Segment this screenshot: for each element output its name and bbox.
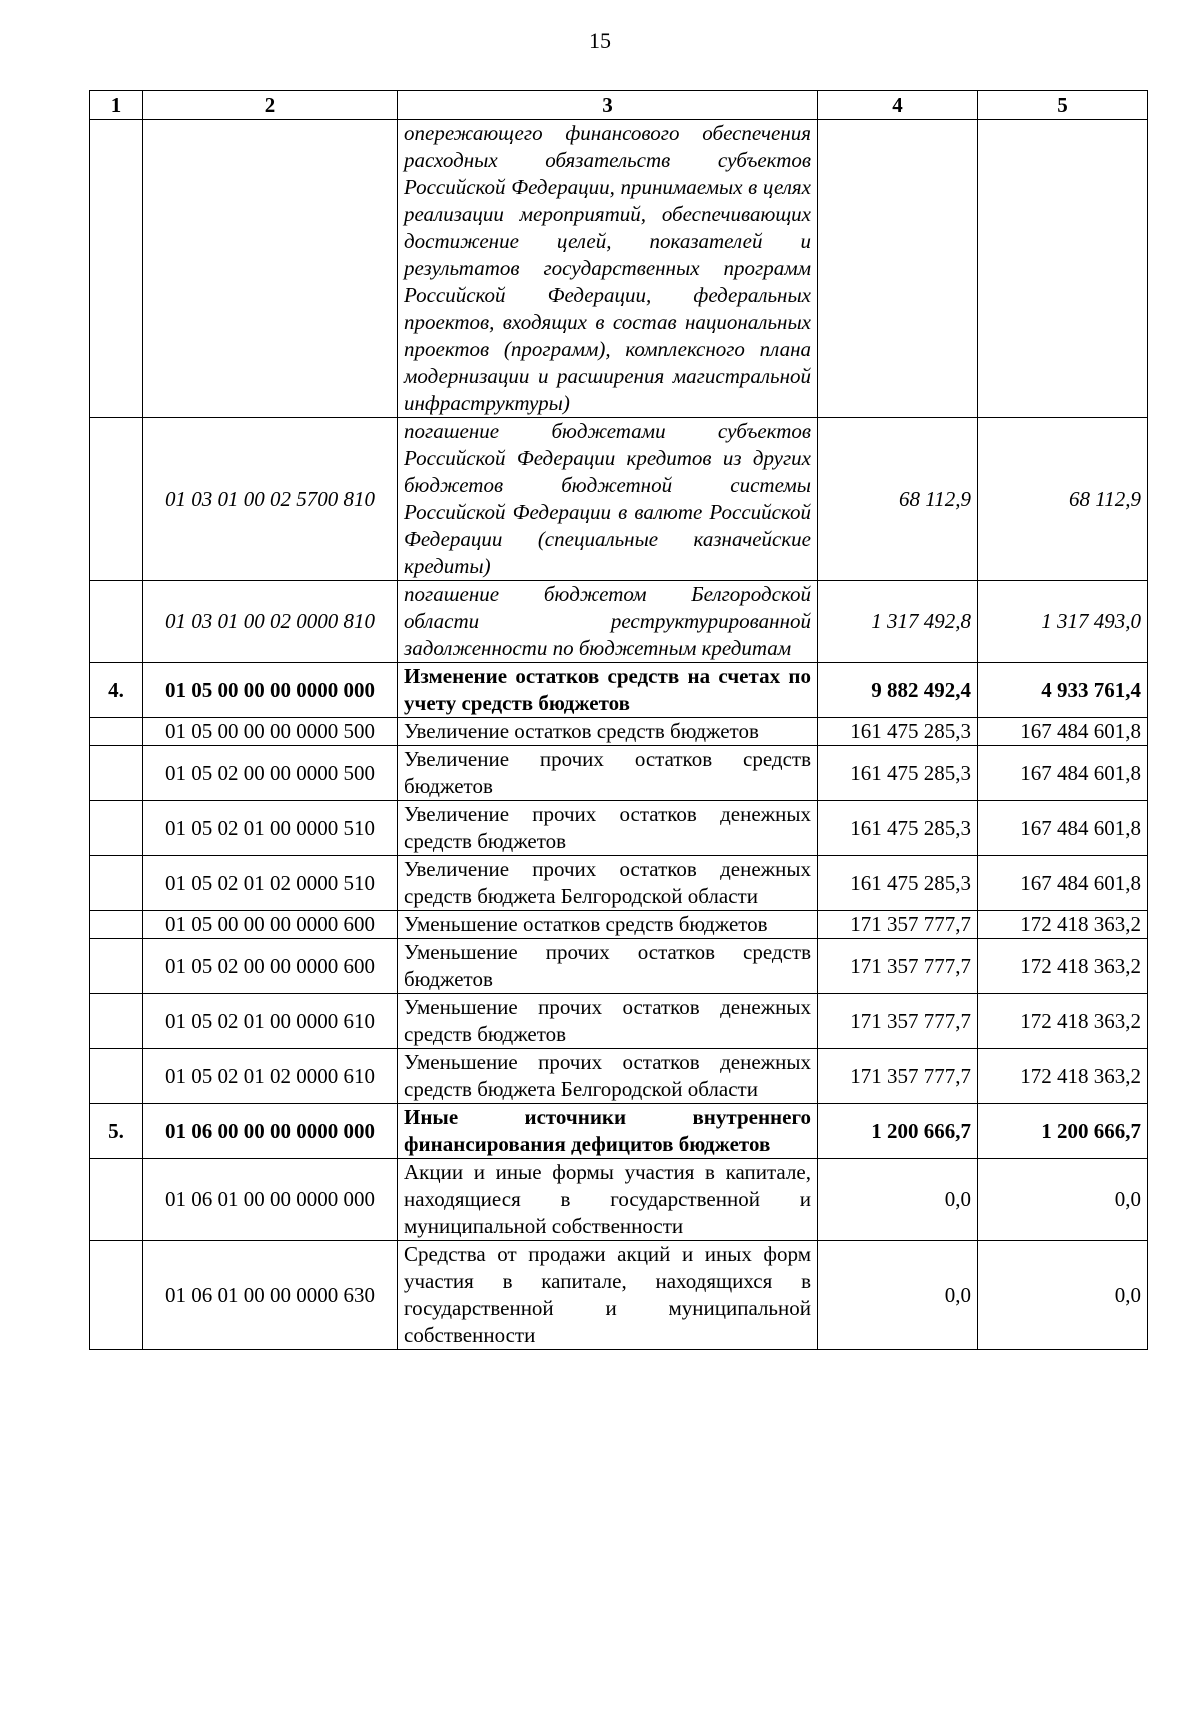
row-value-4: 0,0 [818, 1159, 978, 1241]
row-code: 01 05 00 00 00 0000 500 [143, 718, 398, 746]
col-header-2: 2 [143, 91, 398, 120]
row-value-5: 172 418 363,2 [978, 1049, 1148, 1104]
row-number [90, 581, 143, 663]
row-value-4: 161 475 285,3 [818, 801, 978, 856]
row-code: 01 05 02 01 00 0000 510 [143, 801, 398, 856]
row-number: 4. [90, 663, 143, 718]
row-value-5: 167 484 601,8 [978, 718, 1148, 746]
row-code: 01 05 02 01 02 0000 510 [143, 856, 398, 911]
row-number [90, 801, 143, 856]
row-code: 01 06 01 00 00 0000 000 [143, 1159, 398, 1241]
row-value-5: 172 418 363,2 [978, 994, 1148, 1049]
row-value-4: 171 357 777,7 [818, 994, 978, 1049]
row-value-5: 1 200 666,7 [978, 1104, 1148, 1159]
table-row [90, 1049, 1148, 1104]
row-value-4: 161 475 285,3 [818, 856, 978, 911]
row-description: Увеличение прочих остатков средств бюджетов [398, 746, 818, 801]
row-description: Иные источники внутреннего финансирования дефицитов бюджетов [398, 1104, 818, 1159]
row-code: 01 05 00 00 00 0000 000 [143, 663, 398, 718]
row-description: Уменьшение прочих остатков денежных средств бюджета Белгородской области [398, 1049, 818, 1104]
col-header-5: 5 [978, 91, 1148, 120]
row-description: погашение бюджетами субъектов Российской Федерации кредитов из других бюджетов бюджетной системы Российской Федерации в валюте Российской Федерации (специальные казначейские кредиты) [398, 418, 818, 581]
table-row-section [90, 1104, 1148, 1159]
row-value-4 [818, 120, 978, 418]
table-row [90, 856, 1148, 911]
col-header-1: 1 [90, 91, 143, 120]
row-description: Уменьшение прочих остатков денежных средств бюджетов [398, 994, 818, 1049]
row-value-4: 161 475 285,3 [818, 718, 978, 746]
row-description: Уменьшение остатков средств бюджетов [398, 911, 818, 939]
row-code: 01 05 00 00 00 0000 600 [143, 911, 398, 939]
row-value-5: 167 484 601,8 [978, 856, 1148, 911]
table-header-row [90, 91, 1148, 120]
row-number [90, 856, 143, 911]
row-code: 01 06 01 00 00 0000 630 [143, 1241, 398, 1350]
row-value-4: 0,0 [818, 1241, 978, 1350]
row-value-5: 167 484 601,8 [978, 746, 1148, 801]
row-number [90, 939, 143, 994]
row-number [90, 1159, 143, 1241]
row-number [90, 718, 143, 746]
row-code: 01 05 02 01 00 0000 610 [143, 994, 398, 1049]
row-number [90, 911, 143, 939]
row-code [143, 120, 398, 418]
budget-sources-table [89, 90, 1148, 1350]
row-value-5: 172 418 363,2 [978, 939, 1148, 994]
table-row [90, 746, 1148, 801]
row-value-4: 9 882 492,4 [818, 663, 978, 718]
table-row-section [90, 663, 1148, 718]
row-code: 01 05 02 01 02 0000 610 [143, 1049, 398, 1104]
row-code: 01 05 02 00 00 0000 500 [143, 746, 398, 801]
row-number [90, 1241, 143, 1350]
row-description: Уменьшение прочих остатков средств бюджетов [398, 939, 818, 994]
row-description: Увеличение прочих остатков денежных средств бюджетов [398, 801, 818, 856]
table-row [90, 1159, 1148, 1241]
table-row [90, 718, 1148, 746]
table-row [90, 581, 1148, 663]
row-description: погашение бюджетом Белгородской области реструктурированной задолженности по бюджетным кредитам [398, 581, 818, 663]
table-row [90, 418, 1148, 581]
row-number [90, 120, 143, 418]
row-description: Средства от продажи акций и иных форм участия в капитале, находящихся в государственной и муниципальной собственности [398, 1241, 818, 1350]
table-row [90, 120, 1148, 418]
row-value-4: 171 357 777,7 [818, 911, 978, 939]
row-code: 01 03 01 00 02 0000 810 [143, 581, 398, 663]
row-value-4: 1 200 666,7 [818, 1104, 978, 1159]
table-row [90, 939, 1148, 994]
col-header-4: 4 [818, 91, 978, 120]
row-description: Изменение остатков средств на счетах по учету средств бюджетов [398, 663, 818, 718]
col-header-3: 3 [398, 91, 818, 120]
table-row [90, 994, 1148, 1049]
row-value-5: 68 112,9 [978, 418, 1148, 581]
row-description: опережающего финансового обеспечения расходных обязательств субъектов Российской Федерации, принимаемых в целях реализации мероприятий, обеспечивающих достижение целей, показателей и результатов государственных программ Российской Федерации, федеральных проектов, входящих в состав национальных проектов (программ), комплексного плана модернизации и расширения магистральной инфраструктуры) [398, 120, 818, 418]
table-row [90, 1241, 1148, 1350]
row-number: 5. [90, 1104, 143, 1159]
row-value-4: 68 112,9 [818, 418, 978, 581]
row-number [90, 1049, 143, 1104]
row-description: Увеличение прочих остатков денежных средств бюджета Белгородской области [398, 856, 818, 911]
row-value-4: 171 357 777,7 [818, 1049, 978, 1104]
row-value-5: 4 933 761,4 [978, 663, 1148, 718]
row-number [90, 994, 143, 1049]
table-row [90, 801, 1148, 856]
row-code: 01 05 02 00 00 0000 600 [143, 939, 398, 994]
row-value-5: 0,0 [978, 1159, 1148, 1241]
row-number [90, 418, 143, 581]
row-value-5: 172 418 363,2 [978, 911, 1148, 939]
row-description: Увеличение остатков средств бюджетов [398, 718, 818, 746]
row-number [90, 746, 143, 801]
page-number: 15 [589, 28, 611, 53]
row-description: Акции и иные формы участия в капитале, находящиеся в государственной и муниципальной собственности [398, 1159, 818, 1241]
row-code: 01 03 01 00 02 5700 810 [143, 418, 398, 581]
row-value-5: 1 317 493,0 [978, 581, 1148, 663]
row-code: 01 06 00 00 00 0000 000 [143, 1104, 398, 1159]
row-value-4: 1 317 492,8 [818, 581, 978, 663]
row-value-5: 0,0 [978, 1241, 1148, 1350]
row-value-5 [978, 120, 1148, 418]
row-value-4: 171 357 777,7 [818, 939, 978, 994]
row-value-5: 167 484 601,8 [978, 801, 1148, 856]
table-row [90, 911, 1148, 939]
row-value-4: 161 475 285,3 [818, 746, 978, 801]
